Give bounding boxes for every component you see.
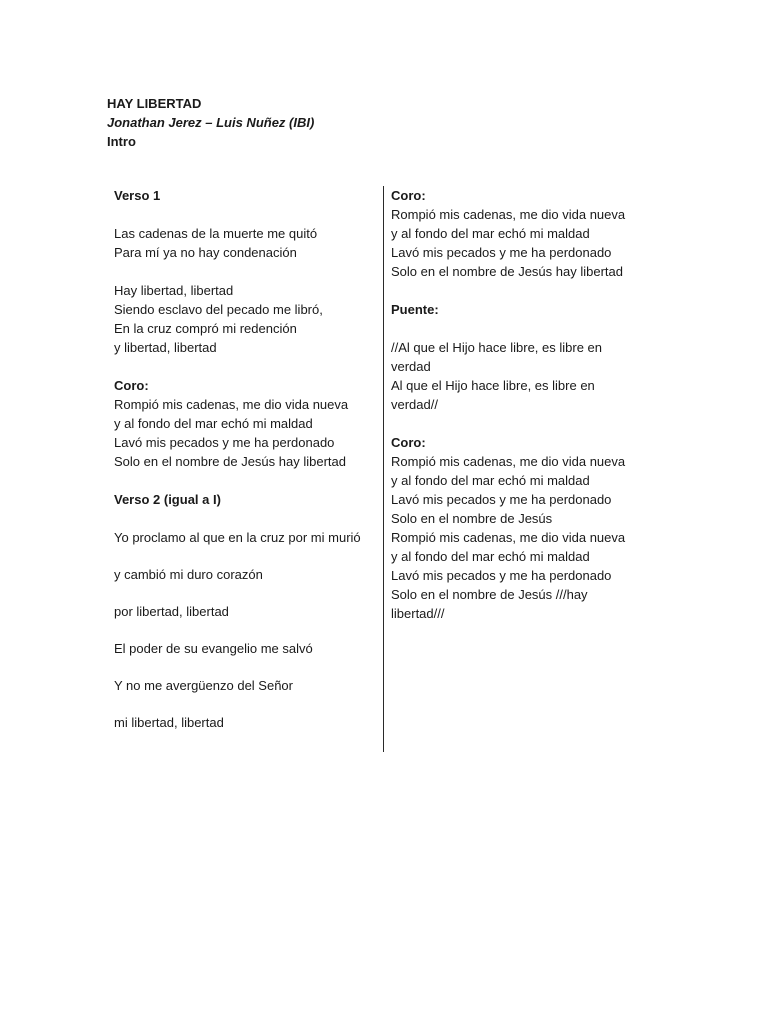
lyric-line: libertad///	[391, 606, 445, 621]
lyric-line: verdad//	[391, 397, 438, 412]
section-label-coro: Coro:	[391, 188, 426, 203]
lyric-line: Rompió mis cadenas, me dio vida nueva	[114, 397, 349, 412]
song-title: HAY LIBERTAD	[107, 96, 202, 111]
section-label-verso-2: Verso 2 (igual a I)	[114, 492, 221, 507]
right-column	[391, 186, 649, 623]
lyric-line: Y no me avergüenzo del Señor	[114, 678, 293, 693]
spacer	[114, 357, 380, 376]
lyric-line: y al fondo del mar echó mi maldad	[391, 473, 590, 488]
section-label-coro: Coro:	[391, 435, 426, 450]
spacer	[391, 414, 649, 433]
lyric-line: Lavó mis pecados y me ha perdonado	[391, 245, 612, 260]
lyric-line: por libertad, libertad	[114, 604, 229, 619]
left-column	[114, 186, 380, 732]
section-label-coro: Coro:	[114, 378, 149, 393]
lyric-line: y al fondo del mar echó mi maldad	[391, 549, 590, 564]
lyric-line: Rompió mis cadenas, me dio vida nueva	[391, 530, 626, 545]
lyric-line: Las cadenas de la muerte me quitó	[114, 226, 318, 241]
lyric-line: Solo en el nombre de Jesús ///hay	[391, 587, 588, 602]
lyric-line: Rompió mis cadenas, me dio vida nueva	[391, 454, 626, 469]
lyric-line: y libertad, libertad	[114, 340, 217, 355]
lyric-line: verdad	[391, 359, 431, 374]
lyric-line: En la cruz compró mi redención	[114, 321, 297, 336]
spacer	[114, 471, 380, 490]
lyric-line: y cambió mi duro corazón	[114, 567, 263, 582]
lyric-line: Lavó mis pecados y me ha perdonado	[391, 568, 612, 583]
lyric-line: El poder de su evangelio me salvó	[114, 641, 313, 656]
lyric-line: Yo proclamo al que en la cruz por mi murió	[114, 530, 361, 545]
lyric-line: Rompió mis cadenas, me dio vida nueva	[391, 207, 626, 222]
spacer	[114, 695, 380, 713]
spacer	[114, 658, 380, 676]
lyric-line: Al que el Hijo hace libre, es libre en	[391, 378, 595, 393]
song-header	[107, 94, 314, 151]
spacer	[114, 262, 380, 281]
lyric-line: y al fondo del mar echó mi maldad	[391, 226, 590, 241]
intro-label: Intro	[107, 134, 136, 149]
lyric-line: Para mí ya no hay condenación	[114, 245, 297, 260]
lyric-line: Solo en el nombre de Jesús hay libertad	[391, 264, 623, 279]
lyric-line: Solo en el nombre de Jesús	[391, 511, 553, 526]
lyric-line: Lavó mis pecados y me ha perdonado	[114, 435, 335, 450]
spacer	[114, 509, 380, 528]
spacer	[114, 205, 380, 224]
column-divider	[383, 186, 384, 752]
lyric-line: //Al que el Hijo hace libre, es libre en	[391, 340, 603, 355]
section-label-verso-1: Verso 1	[114, 188, 161, 203]
spacer	[114, 547, 380, 565]
spacer	[114, 621, 380, 639]
lyric-line: Siendo esclavo del pecado me libró,	[114, 302, 323, 317]
spacer	[391, 281, 649, 300]
lyric-line: Hay libertad, libertad	[114, 283, 234, 298]
spacer	[391, 319, 649, 338]
spacer	[114, 584, 380, 602]
lyric-line: Lavó mis pecados y me ha perdonado	[391, 492, 612, 507]
section-label-puente: Puente:	[391, 302, 439, 317]
lyric-line: y al fondo del mar echó mi maldad	[114, 416, 313, 431]
lyric-line: Solo en el nombre de Jesús hay libertad	[114, 454, 346, 469]
song-authors: Jonathan Jerez – Luis Nuñez (IBI)	[107, 115, 315, 130]
lyric-line: mi libertad, libertad	[114, 715, 224, 730]
